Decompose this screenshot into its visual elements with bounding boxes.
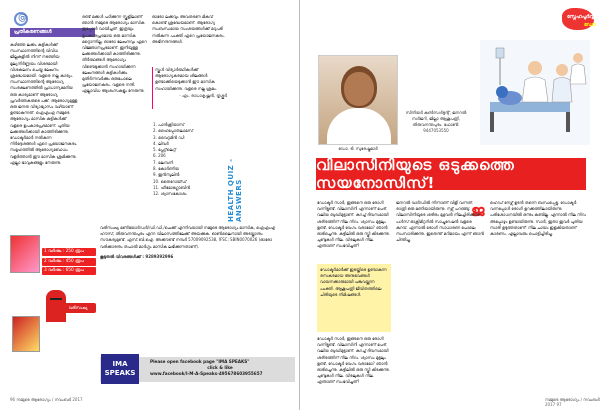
hospital-ward-illustration: [480, 40, 590, 145]
article-column-c: ഹെഡ് നേഴ്സ് ഉടൻ തന്നെ ബന്ധപ്പെട്ടു. ഡോക്ടർ വന്നപ്പോൾ രോഗി ഉറക്കത്തിലായിരുന്നു. പരിശോധനയിൽ ഒന്നും കണ്ടില്ല. എന്നാൽ നീല നിറം അപ്പോഴും ഉണ്ടായിരുന്നു. സാർ, ഇതാ ഇവർ പുതിയ സാരി ഉടുത്തതാണ്! നീല ചായം ഇളകിയതാണ് കാരണം. എല്ലാവരും പൊട്ടിച്ചിരിച്ചു.: [490, 200, 586, 237]
section-header: പ്രതികരണങ്ങൾ: [14, 29, 52, 35]
facebook-footer-text: [150, 359, 290, 377]
quiz-answer-item: 1. പാൻക്രിയാസ്: [153, 122, 185, 127]
quiz-answer-item: 8. കോർണിയ: [153, 166, 179, 172]
quiz-answer-item: 10. തൈറോയ്ഡ്: [153, 178, 187, 184]
magazine-cover-image-2: [12, 316, 40, 352]
letters-column-1: കഴിഞ്ഞ ലക്കം കുട്ടികൾക്ക് സംസ്ഥാനത്തിന്റെ വിവിധ ജില്ലകളിൽ നിന്ന് നടത്തിയ മൂല്യനിർണ്ണയം വിശദമായി വിശകലനം ചെയ്ത ലേഖനം ശ്രദ്ധേയമായി. വളരെ നല്ല കാര്യം. സംസ്ഥാനത്തിന്റെ ആരോഗ്യ സംരക്ഷണത്തിൽ പ്രാധാന്യമേറിയ ഒരു കാര്യമാണ് ആരോഗ്യ പ്രവർത്തകരുടെ പങ്ക്. ആരോഗ്യമുള്ള ഒരു ജനത വിദ്യാഭ്യാസം വഴിയാണ് ഉണ്ടാകുന്നത്. ഐഎംഎ നമ്മുടെ ആരോഗ്യം മാസിക കുട്ടികൾക്ക് വളരെ ഉപകാരപ്രദമാണ്. പുതിയ ലക്കങ്ങൾക്കായി കാത്തിരിക്കുന്നു. ഡോക്ടർമാർ നൽകുന്ന നിർദ്ദേശങ്ങൾ ഏറെ പ്രയോജനകരം. സമൂഹത്തിൽ ആരോഗ്യബോധം വളർത്താൻ ഈ മാസിക ശ്രമിക്കുന്നു. എല്ലാ ഭാവുകങ്ങളും നേരുന്നു.: [10, 42, 78, 165]
price-row: 2 വർഷം : 450 രൂപ: [42, 258, 96, 266]
pull-quote-text: സ്കൂൾ വിദ്യാർത്ഥികൾക്ക് ആരോഗ്യകരമായ ശീലങ്ങൾ ഉണ്ടാക്കിയെടുക്കാൻ ഈ മാസിക സഹായിക്കുന്നു. വളരെ നല്ല ശ്രമം.: [155, 67, 217, 91]
subscription-price-list: [42, 248, 96, 277]
facebook-line-2: click & like: [207, 365, 233, 370]
author-name: ഡോ. ടി. സുരേഷ്കുമാർ: [338, 146, 378, 151]
author-photo: [318, 55, 398, 145]
pull-quote: [152, 67, 227, 109]
quiz-answer-item: 11. ഹീമോഗ്ലോബിൻ: [153, 184, 191, 190]
drop-cap: ജ: [471, 201, 485, 220]
quiz-answer-item: 6. 206: [153, 153, 166, 159]
article-column-b: ജനറൽ വാർഡിൽ നിന്നാണ് വിളി വന്നത്. രാത്രി ഒരു മണിയായിരുന്നു. നഴ്സ് പറഞ്ഞു: വിലാസിനിയുടെ ശരീരം മുഴുവൻ നീലച്ചിരിക്കുന്നു. പൾസ് ഓക്സിമീറ്ററിൽ സാച്ചുറേഷൻ വളരെ കുറവ്. എന്നാൽ രോഗി സാധാരണ പോലെ സംസാരിക്കുന്നു. ഇതെന്ത് മറിമായം എന്ന് ഞാൻ ചിന്തിച്ചു.: [396, 200, 484, 243]
photo-face: [344, 72, 374, 106]
article-column-a: ഡോക്ടർ സാർ, ഇങ്ങനെ ഒരു രോഗി വന്നിട്ടുണ്ട്. വിലാസിനി എന്നാണ് പേര്. വലിയ ബുദ്ധിമുട്ടാണ്. കുറച്ച് ദിവസമായി ശരീരത്തിന് നീല നിറം. ശ്വാസം മുട്ടലും ഉണ്ട്. ഡോക്ടർ വേഗം വരാമോ? ഞാൻ ഓടിച്ചെന്നു. കട്ടിലിൽ ഒരു സ്ത്രീ കിടക്കുന്നു. ചുണ്ടുകൾ നീല. വിരലുകൾ നീല. എന്താണ് സംഭവിച്ചത്?: [317, 200, 390, 249]
column-logo: [562, 8, 597, 30]
subscription-ad: [100, 225, 280, 353]
facebook-url[interactable]: www.facebook/I-M-A-Speaks-495678603955657: [150, 371, 263, 376]
article-title: വിലാസിനിയുടെ ഒടുക്കത്തെ സയനോസിസ്!: [316, 156, 515, 192]
highlight-box: ഡോക്ടർമാർക്ക് ഇടയ്ക്കിടെ ഉണ്ടാകുന്ന രസകരമായ അനുഭവങ്ങൾ വായനക്കാരുമായി പങ്കുവയ്ക്കുന്ന പംക്തി. ആശുപത്രി ജീവിതത്തിലെ ചിരിയുടെ നിമിഷങ്ങൾ.: [317, 264, 391, 332]
email-icon: [14, 12, 28, 26]
letters-column-3: ഓരോ ലക്കവും അവതരണ മികവ് കൊണ്ട് ശ്രദ്ധേയമാണ്. ആരോഗ്യ സംബന്ധമായ സംശയങ്ങൾക്ക് മറുപടി നൽകുന്ന പംക്തി ഏറെ പ്രയോജനകരം. അഭിനന്ദനങ്ങൾ.: [152, 14, 225, 44]
quiz-answer-item: 9. ഇൻസുലിൻ: [153, 172, 180, 178]
article-column-a-cont: ഡോക്ടർ സാർ, ഇങ്ങനെ ഒരു രോഗി വന്നിട്ടുണ്ട്. വിലാസിനി എന്നാണ് പേര്. വലിയ ബുദ്ധിമുട്ടാണ്. കുറച്ച് ദിവസമായി ശരീരത്തിന് നീല നിറം. ശ്വാസം മുട്ടലും ഉണ്ട്. ഡോക്ടർ വേഗം വരാമോ? ഞാൻ ഓടിച്ചെന്നു. കട്ടിലിൽ ഒരു സ്ത്രീ കിടക്കുന്നു. ചുണ്ടുകൾ നീല. വിരലുകൾ നീല. എന്താണ് സംഭവിച്ചത്?: [317, 336, 390, 385]
quiz-vertical-label: HEALTH QUIZ - ANSWERS: [229, 122, 241, 222]
quiz-answer-item: 7. മലമ്പനി: [153, 159, 174, 165]
logo-subtext: ഡോ: [584, 22, 596, 28]
photo-coat: [327, 108, 391, 145]
right-page: [300, 0, 600, 410]
quiz-answer-item: 5. പ്ലേറ്റ്‌ലെറ്റ്: [153, 147, 176, 153]
price-row: 1 വർഷം : 250 രൂപ: [42, 248, 96, 256]
price-row: 3 വർഷം : 650 രൂപ: [42, 267, 96, 275]
quiz-answers-box: [153, 122, 225, 222]
pull-quote-attribution: - എം. രാധാകൃഷ്ണൻ, തൃശ്ശൂർ: [179, 92, 227, 98]
author-details: സീനിയർ കൺസൾട്ടന്റ്, ജനറൽ സർജറി, ജില്ലാ ആശുപത്രി, തിരുവനന്തപുരം. ഫോൺ: 9447053550: [405, 110, 467, 133]
facebook-line-1: Please open facebook page "IMA SPEAKS": [150, 359, 250, 364]
subscription-ad-text: വരിസംഖ്യ മണിയോർഡർ/ഡി.ഡി./ചെക്ക് എന്നിവയായി നമ്മുടെ ആരോഗ്യം മാസിക, ഐഎംഎ ഹൗസ്, തിരുവനന്തപുരം എന്ന വിലാസത്തിലേക്ക് അയക്കുക. ഓൺലൈനായി അടയ്ക്കാനും സൗകര്യമുണ്ട്. എസ്.ബി.ഐ. അക്കൗണ്ട് നമ്പർ 57009092538, IFSC: SBIN0070026 (ഓരോ വരിക്കാരനും തപാൽ മാർഗ്ഗം മാസിക ലഭിക്കുന്നതാണ്).: [100, 225, 276, 249]
subscription-phone: കൂടുതൽ വിവരങ്ങൾക്ക് : 9289392996: [100, 253, 174, 259]
ima-speaks-badge: IMA SPEAKS: [101, 354, 139, 384]
quiz-answer-item: 2. ഹൈപ്പോതലാമസ്: [153, 128, 194, 134]
quiz-answer-item: 4. ലിവർ: [153, 140, 169, 146]
quiz-answer-item: 12. ശ്വാസകോശം: [153, 191, 187, 197]
page-folio-right: നമ്മുടെ ആരോഗ്യം / നവംബർ 2017 97: [545, 397, 600, 407]
article-title-banner: [316, 158, 586, 190]
letters-column-2: രണ്ട് മക്കൾ പഠിക്കുന്ന സ്കൂളിലാണ് ഞാൻ നമ്മുടെ ആരോഗ്യം മാസിക ഇപ്പോൾ വായിച്ചത്. ഇത്രയും ഉപകാരപ്രദമായ ഒരു മാസിക മറ്റൊന്നില്ല. ഓരോ ലേഖനവും ഏറെ വിജ്ഞാനപ്രദമാണ്. ഇനിയുള്ള ലക്കങ്ങൾക്കായി കാത്തിരിക്കുന്നു. തീർത്ഥങ്ങൾ ആരോഗ്യം വീണ്ടെടുക്കാൻ സഹായിക്കുന്ന ലേഖനങ്ങൾ കുട്ടികൾക്കും മുതിർന്നവർക്കും ഒരുപോലെ പ്രയോജനകരം. വളരെ നന്ദി. എല്ലാവിധ ആശംസകളും നേരുന്നു.: [82, 14, 147, 94]
page-folio-left: 96 നമ്മുടെ ആരോഗ്യം / നവംബർ 2017: [10, 397, 83, 402]
postbox-label: വരിസംഖ്യ അയക്കാൻ: [60, 303, 96, 313]
quiz-answers-list: [153, 122, 225, 198]
quiz-answer-item: 3. വൈറ്റമിൻ ഡി: [153, 134, 185, 140]
magazine-cover-image: [10, 235, 40, 273]
logo-text: സ്നേഹപൂർവ്വം: [567, 14, 597, 20]
